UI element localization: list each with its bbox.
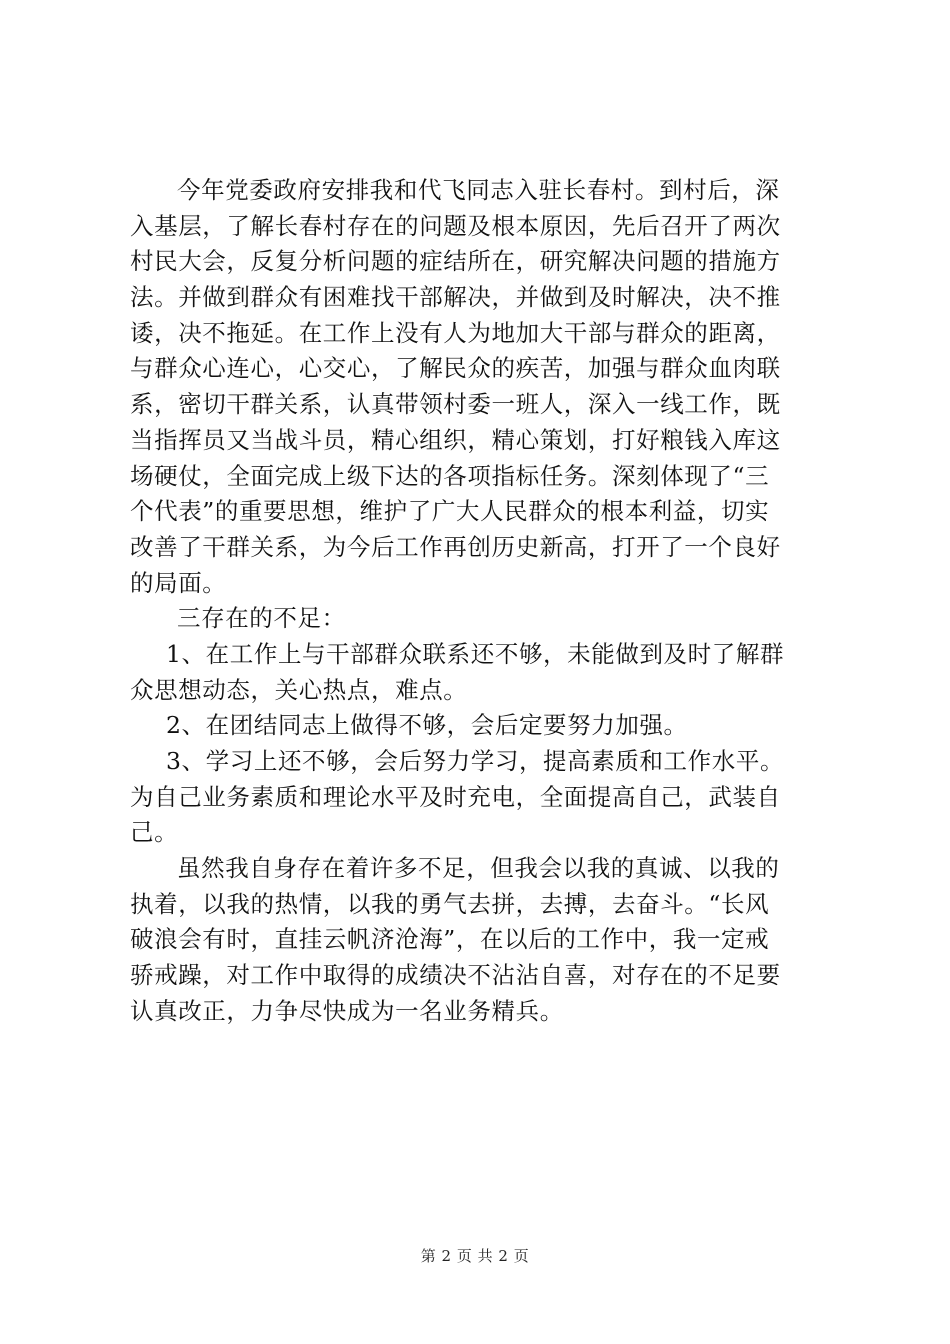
text-line: 与群众心连心，心交心，了解民众的疾苦，加强与群众血肉联: [130, 354, 781, 383]
text-line: 当指挥员又当战斗员，精心组织，精心策划，打好粮钱入库这: [130, 425, 781, 454]
document-body: [130, 173, 832, 1030]
text-line: 虽然我自身存在着许多不足，但我会以我的真诚、以我的: [177, 854, 780, 883]
list-item: 3、学习上还不够，会后努力学习，提高素质和工作水平。: [166, 747, 785, 775]
text-line: 法。并做到群众有困难找干部解决，并做到及时解决，决不推: [130, 283, 781, 312]
text-line: 场硬仗，全面完成上级下达的各项指标任务。深刻体现了“三: [130, 461, 770, 490]
text-line: 改善了干群关系，为今后工作再创历史新高，打开了一个良好: [130, 532, 781, 561]
text-line: 入基层，了解长春村存在的问题及根本原因，先后召开了两次: [130, 211, 781, 240]
text-line: 今年党委政府安排我和代飞同志入驻长春村。到村后，深: [177, 176, 780, 204]
text-line: 破浪会有时，直挂云帆济沧海”，在以后的工作中，我一定戒: [130, 925, 770, 954]
text-line: 为自己业务素质和理论水平及时充电，全面提高自己，武装自: [130, 782, 781, 811]
list-item: 1、在工作上与干部群众联系还不够，未能做到及时了解群: [166, 639, 785, 668]
text-line: 诿，决不拖延。在工作上没有人为地加大干部与群众的距离，: [130, 318, 781, 347]
text-line: 己。: [130, 818, 179, 847]
text-line: 系，密切干群关系，认真带领村委一班人，深入一线工作，既: [130, 390, 781, 419]
text-line: 个代表”的重要思想，维护了广大人民群众的根本利益，切实: [130, 497, 770, 526]
section-heading: 三存在的不足：: [177, 604, 346, 633]
page-footer: [0, 1245, 950, 1266]
text-line: 的局面。: [130, 568, 227, 597]
page-number: 第 2 页 共 2 页: [420, 1247, 530, 1265]
text-line: 认真改正，力争尽快成为一名业务精兵。: [130, 996, 564, 1025]
text-line: 执着，以我的热情，以我的勇气去拼，去搏，去奋斗。“长风: [130, 889, 770, 918]
list-item: 2、在团结同志上做得不够，会后定要努力加强。: [166, 711, 688, 740]
text-line: 众思想动态，关心热点，难点。: [130, 675, 468, 704]
text-line: 村民大会，反复分析问题的症结所在，研究解决问题的措施方: [130, 247, 781, 276]
text-line: 骄戒躁，对工作中取得的成绩决不沾沾自喜，对存在的不足要: [130, 961, 781, 990]
